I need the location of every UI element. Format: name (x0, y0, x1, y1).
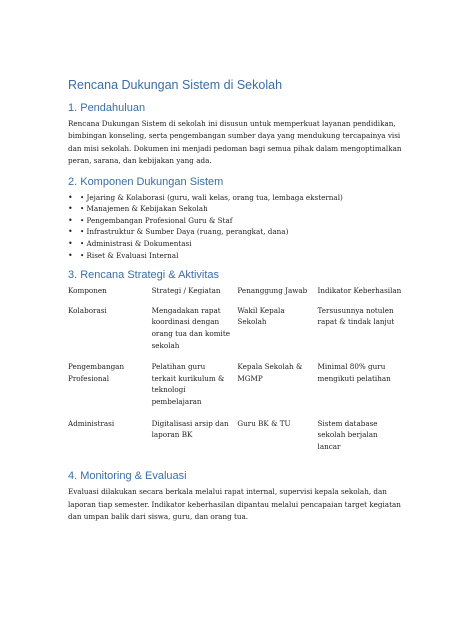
intro-paragraph: Rencana Dukungan Sistem di sekolah ini disusun untuk memperkuat layanan pendidikan, bimbingan konseling, serta pengembangan sumber daya yang mendukung tercapainya visi dan misi sekolah. Dokumen ini menjadi pedoman bagi semua pihak dalam mengoptimalkan peran, sarana, dan kebijakan yang ada. (68, 119, 402, 166)
section-heading-components: 2. Komponen Dukungan Sistem (68, 175, 224, 188)
table-row (68, 305, 408, 361)
bullet-icon: • (68, 192, 73, 202)
list-item (68, 250, 408, 262)
section-components (68, 176, 408, 262)
list-item-text: • Pengembangan Profesional Guru & Staf (80, 215, 233, 225)
section-monitoring (68, 470, 408, 523)
table-header-cell: Indikator Keberhasilan (317, 286, 402, 296)
list-item-text: • Administrasi & Dokumentasi (80, 239, 192, 248)
list-item (68, 238, 408, 250)
bullet-icon: • (68, 215, 73, 225)
table-cell: Pengembangan Profesional (68, 362, 125, 383)
bullet-icon: • (68, 204, 73, 214)
list-item-text: • Jejaring & Kolaborasi (guru, wali kelas, orang tua, lembaga eksternal) (80, 192, 343, 202)
table-cell: Wakil Kepala Sekolah (237, 305, 285, 327)
list-item-text: • Infrastruktur & Sumber Daya (ruang, perangkat, dana) (80, 227, 289, 237)
table-cell: Kolaborasi (68, 305, 107, 315)
table-cell: Mengadakan rapat koordinasi dengan orang tua dan komite sekolah (151, 305, 230, 350)
list-item-text: • Riset & Evaluasi Internal (80, 250, 179, 260)
list-item (68, 226, 408, 238)
section-heading-monitoring: 4. Monitoring & Evaluasi (68, 470, 187, 483)
table-cell: Sistem database sekolah berjalan lancar (317, 418, 378, 451)
list-item (68, 215, 408, 227)
list-item (68, 192, 408, 204)
table-header-cell: Penanggung Jawab (237, 286, 308, 296)
table-row (68, 361, 408, 417)
section-heading-strategy: 3. Rencana Strategi & Aktivitas (68, 269, 220, 282)
components-list (68, 192, 408, 262)
table-cell: Administrasi (68, 418, 115, 428)
document-title: Rencana Dukungan Sistem di Sekolah (68, 78, 283, 92)
bullet-icon: • (68, 250, 73, 260)
table-cell: Digitalisasi arsip dan laporan BK (151, 418, 229, 440)
table-row (68, 418, 408, 463)
table-cell: Guru BK & TU (237, 418, 291, 428)
document-content (68, 78, 408, 532)
table-header-cell: Komponen (68, 286, 107, 296)
list-item (68, 203, 408, 215)
table-header-row (68, 285, 408, 305)
table-header-cell: Strategi / Kegiatan (151, 286, 221, 296)
monitoring-paragraph: Evaluasi dilakukan secara berkala melalui rapat internal, supervisi kepala sekolah, dan laporan tiap semester. Indikator keberhasilan dipantau melalui pencapaian target kegiatan dan umpan balik dari siswa, guru, dan orang tua. (68, 487, 401, 522)
bullet-icon: • (68, 239, 73, 248)
table-cell: Pelatihan guru terkait kurikulum & teknologi pembelajaran (151, 362, 225, 406)
section-strategy (68, 269, 408, 462)
bullet-icon: • (68, 227, 73, 237)
section-heading-intro: 1. Pendahuluan (68, 102, 146, 114)
list-item-text: • Manajemen & Kebijakan Sekolah (80, 204, 208, 214)
table-cell: Tersusunnya notulen rapat & tindak lanjut (317, 305, 395, 327)
section-intro (68, 102, 408, 168)
table-cell: Kepala Sekolah & MGMP (237, 362, 303, 383)
strategy-table (68, 285, 408, 462)
table-cell: Minimal 80% guru mengikuti pelatihan (317, 362, 391, 383)
